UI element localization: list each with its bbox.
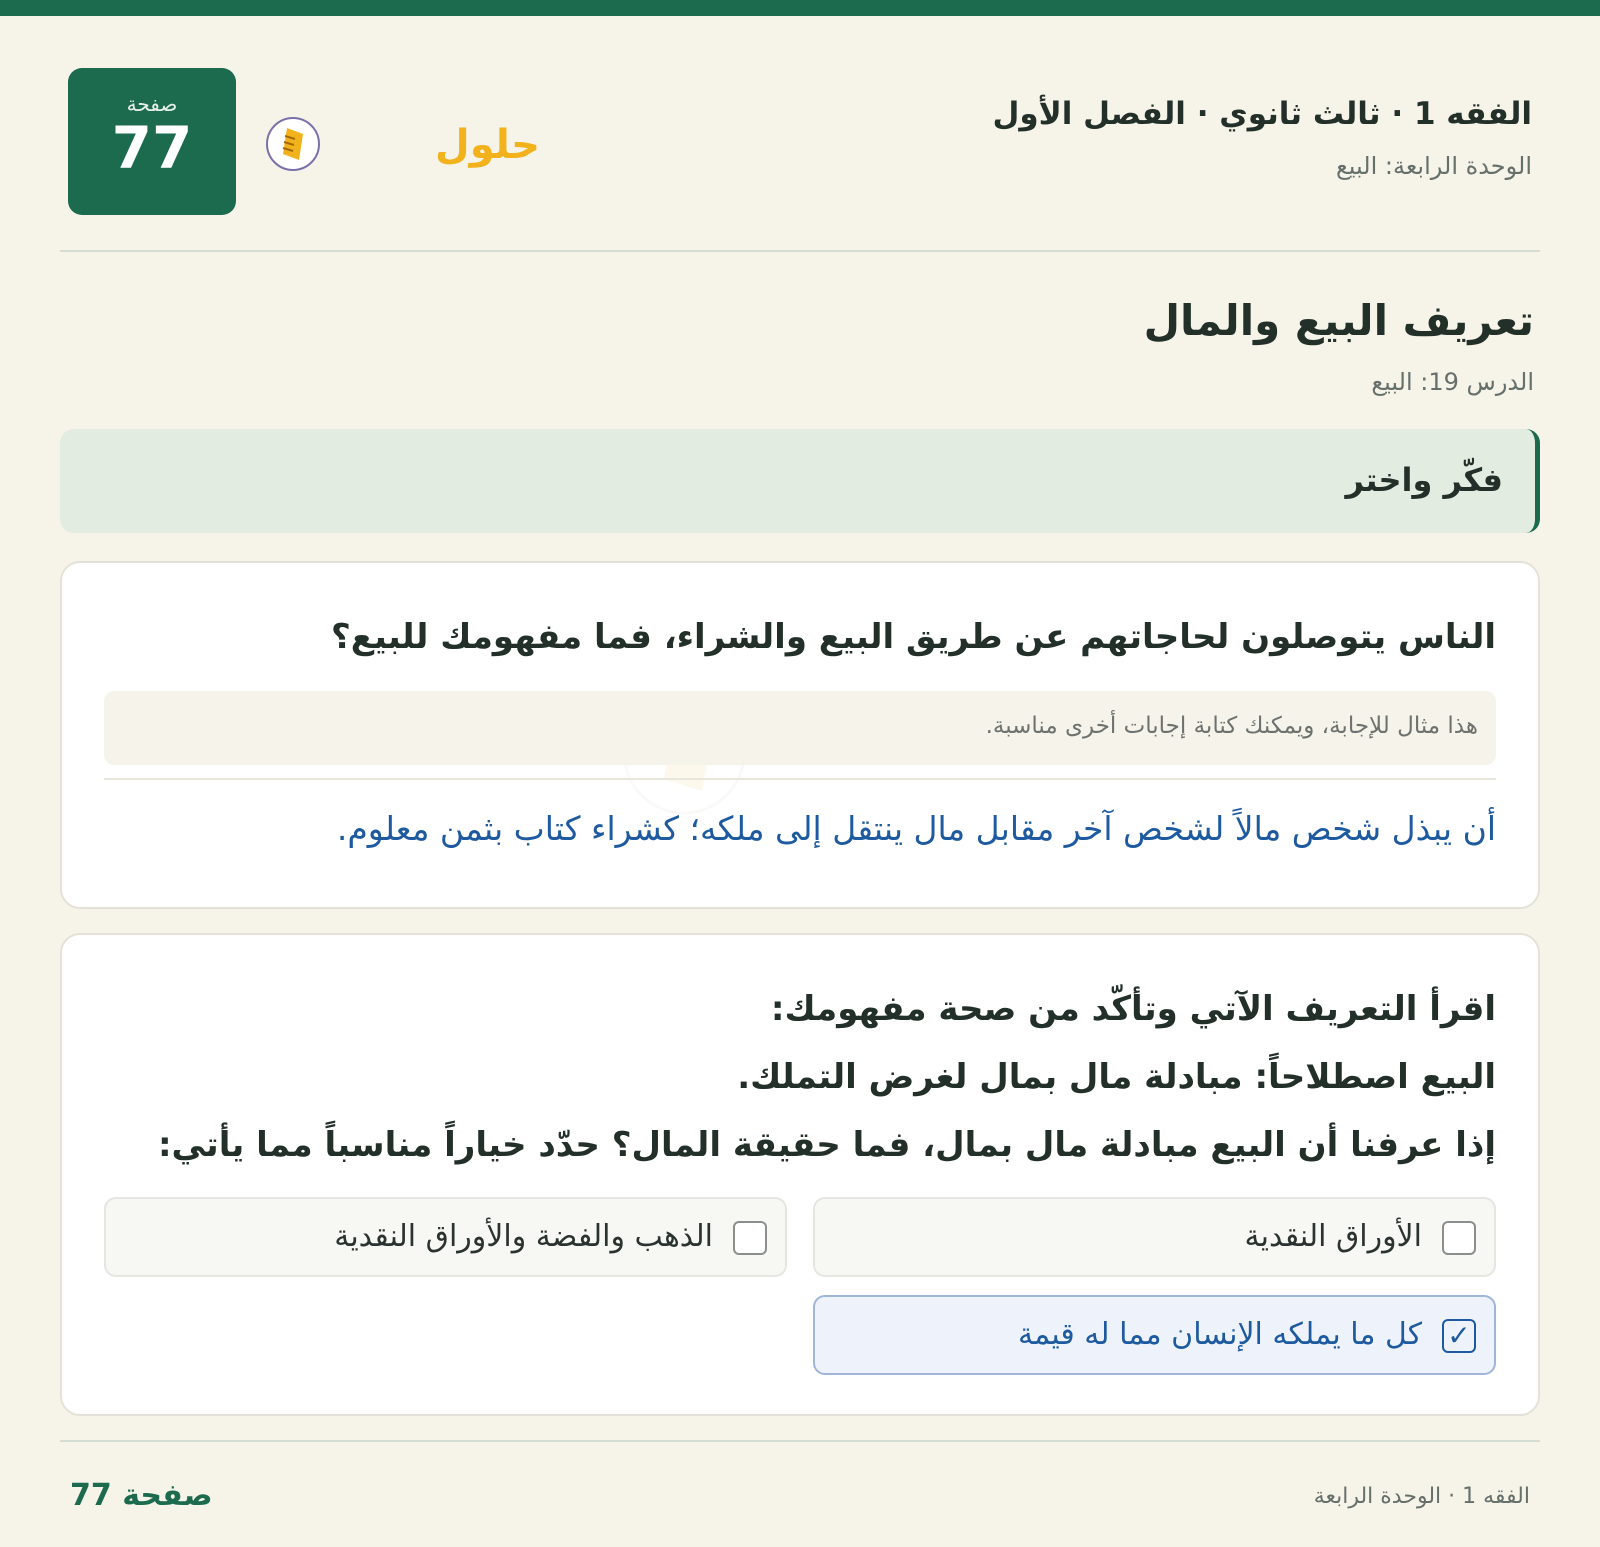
answer-note-text: هذا مثال للإجابة، ويمكنك كتابة إجابات أخرى مناسبة. — [985, 713, 1478, 739]
header-text — [992, 96, 1532, 180]
footer-divider — [60, 1440, 1540, 1442]
option-paper-money[interactable] — [813, 1197, 1496, 1277]
question-text: الناس يتوصلون لحاجاتهم عن طريق البيع والشراء، فما مفهومك للبيع؟ — [331, 617, 1496, 657]
checked-checkbox-icon[interactable]: ✓ — [1442, 1319, 1476, 1353]
checkbox-icon[interactable] — [1442, 1221, 1476, 1255]
option-anything-of-value[interactable] — [813, 1295, 1496, 1375]
instruction-text: اقرأ التعريف الآتي وتأكّد من صحة مفهومك: — [770, 989, 1496, 1029]
card-divider — [104, 778, 1496, 780]
lesson-subtitle: الدرس 19: البيع — [1371, 368, 1534, 396]
page-badge-number: 77 — [111, 114, 193, 182]
hulul-logo — [265, 106, 540, 176]
question-card-2 — [60, 933, 1540, 1416]
answer-text: أن يبذل شخص مالاً لشخص آخر مقابل مال ينتقل إلى ملكه؛ كشراء كتاب بثمن معلوم. — [336, 809, 1496, 848]
question-card-1 — [60, 561, 1540, 909]
choice-question-text: إذا عرفنا أن البيع مبادلة مال بمال، فما حقيقة المال؟ حدّد خياراً مناسباً مما يأتي: — [157, 1125, 1496, 1165]
option-label: الذهب والفضة والأوراق النقدية — [334, 1219, 713, 1254]
answer-note — [104, 691, 1496, 765]
footer-page-number: صفحة 77 — [70, 1478, 213, 1513]
option-label: كل ما يملكه الإنسان مما له قيمة — [1017, 1317, 1422, 1352]
section-title: فكّر واختر — [1345, 461, 1503, 499]
option-gold-silver-money[interactable] — [104, 1197, 787, 1277]
checkbox-icon[interactable] — [733, 1221, 767, 1255]
book-title: الفقه 1 · ثالث ثانوي · الفصل الأول — [992, 96, 1532, 132]
option-label: الأوراق النقدية — [1244, 1219, 1422, 1254]
page-badge — [68, 68, 236, 215]
footer-info: الفقه 1 · الوحدة الرابعة — [1313, 1484, 1530, 1509]
logo-text: حلول — [435, 122, 540, 168]
definition-text: البيع اصطلاحاً: مبادلة مال بمال لغرض التملك. — [737, 1057, 1496, 1097]
page-header — [60, 68, 1540, 218]
header-divider — [60, 250, 1540, 252]
section-banner — [60, 429, 1540, 533]
top-accent-bar — [0, 0, 1600, 16]
page-badge-label: صفحة — [126, 92, 178, 116]
unit-title: الوحدة الرابعة: البيع — [1336, 152, 1532, 180]
lesson-title: تعريف البيع والمال — [1143, 296, 1534, 345]
